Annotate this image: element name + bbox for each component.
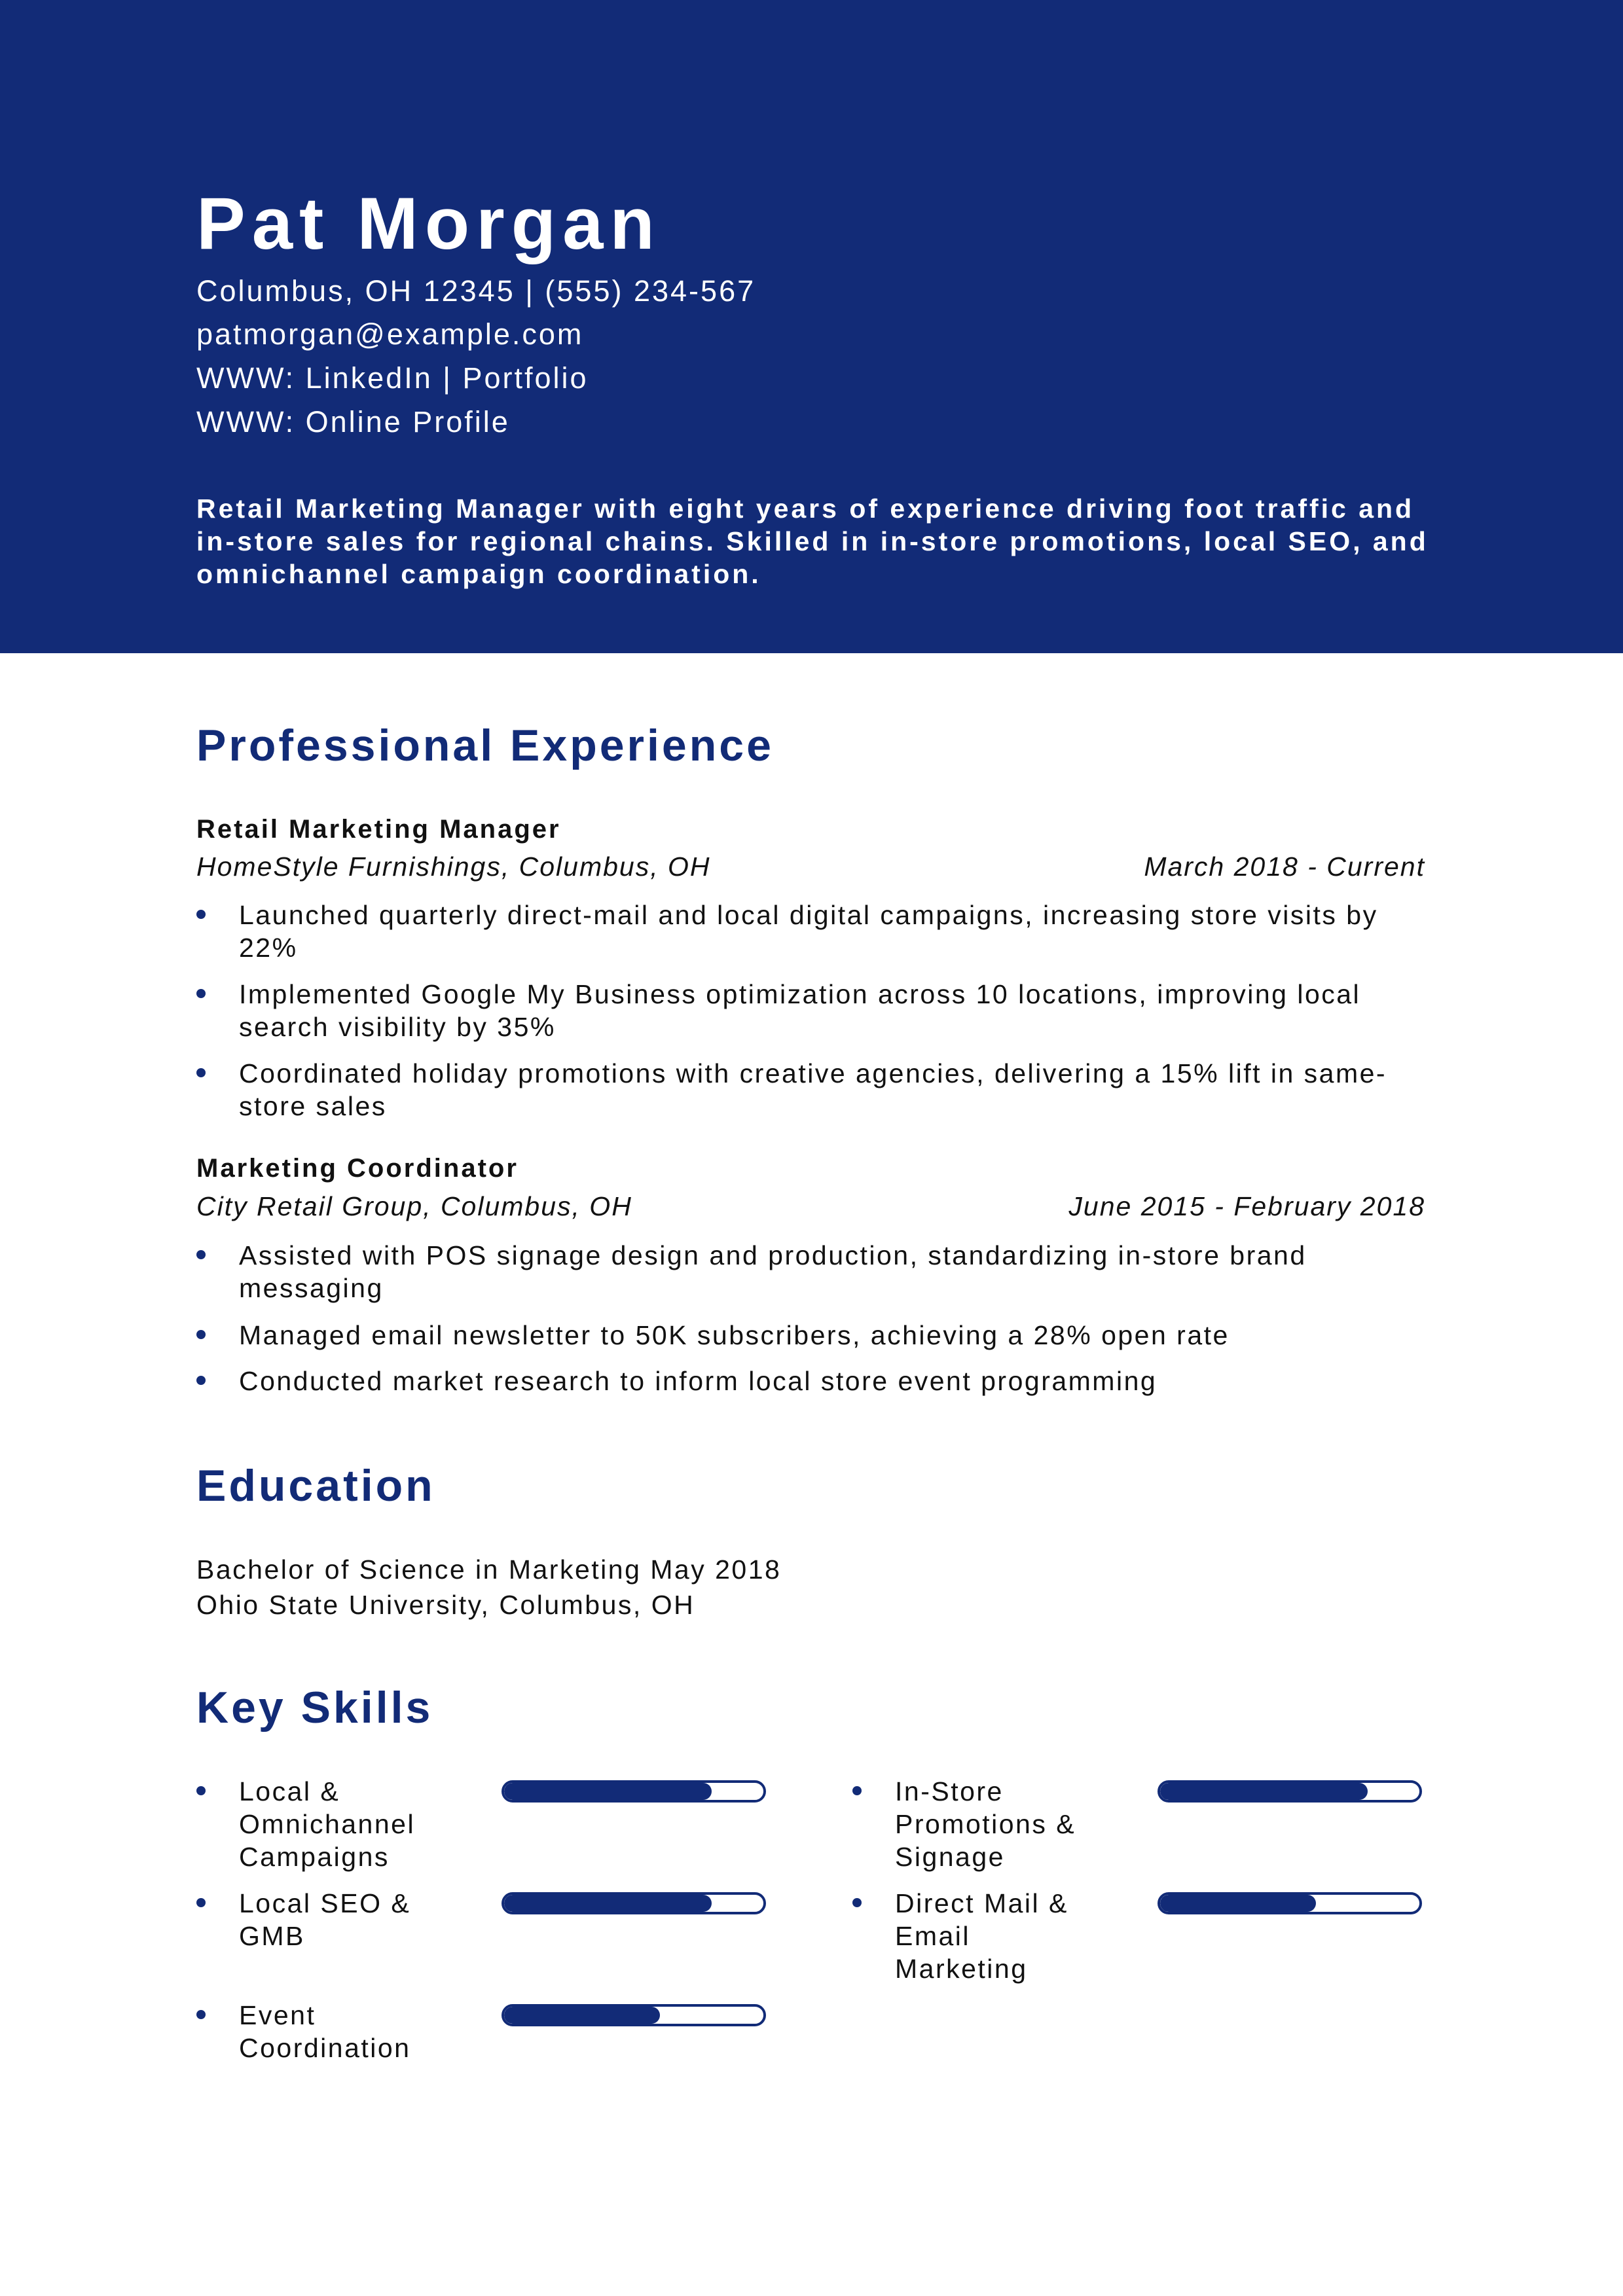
contact-location-phone: Columbus, OH 12345 | (555) 234-567 [196, 274, 756, 308]
skill-name: In-Store Promotions & Signage [895, 1776, 1076, 1872]
skill-level-fill [504, 1895, 712, 1912]
bullet-dot-icon [196, 1376, 206, 1385]
contact-profile[interactable]: WWW: Online Profile [196, 405, 510, 439]
job-company: HomeStyle Furnishings, Columbus, OH [196, 852, 711, 882]
bullet-text: Implemented Google My Business optimization across 10 locations, improving local search visibility by 35% [239, 979, 1361, 1042]
skill-item [852, 1775, 1442, 1880]
skill-name: Event Coordination [239, 2000, 411, 2063]
contact-links[interactable]: WWW: LinkedIn | Portfolio [196, 361, 589, 395]
skill-level-fill [504, 2007, 660, 2024]
bullet-dot-icon [196, 2010, 206, 2019]
education-school: Ohio State University, Columbus, OH [196, 1590, 695, 1620]
experience-heading: Professional Experience [196, 721, 774, 770]
job-company: City Retail Group, Columbus, OH [196, 1191, 632, 1221]
skill-name: Local & Omnichannel Campaigns [239, 1776, 416, 1872]
bullet-dot-icon [852, 1786, 862, 1795]
job-title: Marketing Coordinator [196, 1154, 519, 1183]
job-dates: June 2015 - February 2018 [1068, 1191, 1425, 1221]
skill-level-bar [1158, 1780, 1422, 1803]
education-degree: Bachelor of Science in Marketing May 2018 [196, 1554, 782, 1585]
bullet-dot-icon [196, 910, 206, 919]
bullet-text: Launched quarterly direct-mail and local digital campaigns, increasing store visits by 22% [239, 900, 1378, 963]
bullet-text: Conducted market research to inform local store event programming [239, 1366, 1158, 1396]
skill-level-bar [1158, 1892, 1422, 1914]
skill-item [196, 1775, 786, 1880]
professional-summary: Retail Marketing Manager with eight years of experience driving foot traffic and in-store sales for regional chains. Skilled in in-store promotions, local SEO, and omnichannel campaign coordination. [196, 493, 1429, 589]
skill-level-bar [501, 1780, 766, 1803]
bullet-text: Coordinated holiday promotions with creative agencies, delivering a 15% lift in same-store sales [239, 1058, 1387, 1121]
bullet-dot-icon [196, 1330, 206, 1339]
bullet-dot-icon [196, 1250, 206, 1259]
bullet-dot-icon [852, 1898, 862, 1907]
skill-name: Direct Mail & Email Marketing [895, 1888, 1068, 1984]
bullet-dot-icon [196, 1898, 206, 1907]
education-heading: Education [196, 1461, 435, 1511]
contact-email[interactable]: patmorgan@example.com [196, 317, 584, 351]
header-band [0, 0, 1623, 653]
skill-item [196, 1999, 786, 2104]
skill-level-fill [504, 1783, 712, 1800]
skill-level-fill [1160, 1783, 1368, 1800]
skill-name: Local SEO & GMB [239, 1888, 411, 1951]
skill-level-bar [501, 2004, 766, 2026]
bullet-dot-icon [196, 989, 206, 998]
bullet-dot-icon [196, 1068, 206, 1077]
skill-level-bar [501, 1892, 766, 1914]
skill-item [852, 1887, 1442, 1992]
job-title: Retail Marketing Manager [196, 815, 561, 844]
skills-heading: Key Skills [196, 1683, 433, 1732]
job-dates: March 2018 - Current [1144, 852, 1425, 882]
bullet-dot-icon [196, 1786, 206, 1795]
skill-level-fill [1160, 1895, 1316, 1912]
bullet-text: Assisted with POS signage design and production, standardizing in-store brand messaging [239, 1240, 1307, 1303]
skill-item [196, 1887, 786, 1992]
candidate-name: Pat Morgan [196, 183, 661, 264]
bullet-text: Managed email newsletter to 50K subscribers, achieving a 28% open rate [239, 1320, 1230, 1350]
